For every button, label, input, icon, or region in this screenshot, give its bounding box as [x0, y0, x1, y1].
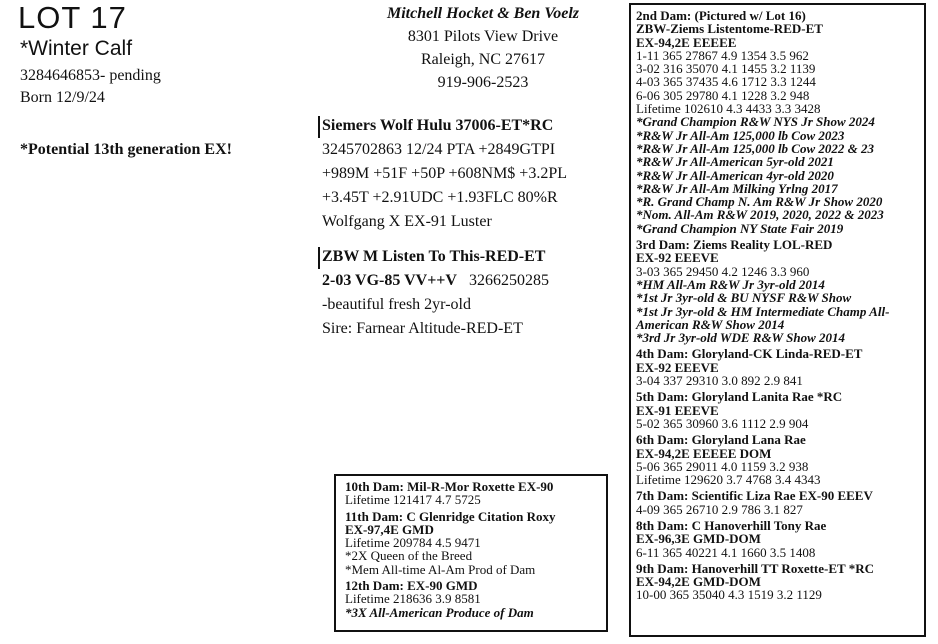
honor-line: *R&W Jr All-Am Milking Yrlng 2017 [636, 180, 838, 196]
pedigree-section [345, 579, 602, 619]
production-record: Lifetime 129620 3.7 4768 3.4 4343 [636, 472, 821, 488]
production-record: 5-06 365 29011 4.0 1159 3.2 938 [636, 458, 809, 474]
ancestor-heading: 8th Dam: C Hanoverhill Tony Rae [636, 517, 827, 533]
pedigree-section [636, 519, 920, 559]
dam-details [322, 293, 622, 341]
deep-pedigree-box [334, 474, 608, 632]
honor-line: *HM All-Am R&W Jr 3yr-old 2014 [636, 276, 825, 292]
production-record: Lifetime 218636 3.9 8581 [345, 591, 481, 607]
honor-line: *Nom. All-Am R&W 2019, 2020, 2022 & 2023 [636, 207, 884, 223]
consignor-address: 8301 Pilots View Drive [407, 28, 559, 45]
pedigree-section [636, 433, 920, 486]
lot-number: LOT 17 [18, 0, 127, 35]
lot-highlight-note: *Potential 13th generation EX! [20, 141, 232, 158]
honor-line: *3rd Jr 3yr-old WDE R&W Show 2014 [636, 330, 846, 346]
ancestor-heading: 7th Dam: Scientific Liza Rae EX-90 EEEV [636, 488, 873, 504]
ancestor-heading: 2nd Dam: (Pictured w/ Lot 16) [636, 8, 806, 23]
honor-line: *R&W Jr All-American 5yr-old 2021 [636, 154, 834, 170]
sire-details [322, 138, 622, 234]
honor-line: *3X All-American Produce of Dam [345, 604, 534, 620]
pedigree-section [636, 489, 920, 516]
ancestor-heading: 10th Dam: Mil-R-Mor Roxette EX-90 [345, 479, 554, 494]
dam-registration: 3266250285 [468, 272, 549, 289]
production-record: 3-03 365 29450 4.2 1246 3.3 960 [636, 263, 810, 279]
ancestor-heading: 12th Dam: EX-90 GMD [345, 578, 478, 594]
dam-detail-line: -beautiful fresh 2yr-old [322, 296, 471, 313]
ancestor-heading: ZBW-Ziems Listentome-RED-ET [636, 21, 823, 37]
pedigree-section [636, 390, 920, 430]
consignor-city: Raleigh, NC 27617 [421, 51, 545, 68]
ancestor-heading: EX-94,2E EEEEE DOM [636, 445, 772, 461]
honor-line: *R. Grand Champ N. Am R&W Jr Show 2020 [636, 194, 883, 210]
lot-class: *Winter Calf [20, 37, 133, 60]
sire-name: Siemers Wolf Hulu 37006-ET*RC [322, 117, 554, 134]
pedigree-section [636, 347, 920, 387]
ancestor-heading: EX-92 EEEVE [636, 359, 719, 375]
production-record: 6-06 305 29780 4.1 1228 3.2 948 [636, 87, 810, 103]
ancestor-heading: EX-97,4E GMD [345, 521, 434, 537]
sire-accent-bar [318, 116, 320, 138]
dam-score-line [322, 269, 622, 293]
dam-detail-line: Sire: Farnear Altitude-RED-ET [322, 320, 523, 337]
production-record: Lifetime 102610 4.3 4433 3.3 3428 [636, 101, 821, 117]
honor-line: *R&W Jr All-Am 125,000 lb Cow 2023 [636, 127, 845, 143]
ancestor-heading: 11th Dam: C Glenridge Citation Roxy [345, 508, 556, 524]
sire-detail-line: +989M +51F +50P +608NM$ +3.2PL [322, 165, 567, 182]
dam-accent-bar [318, 247, 320, 269]
ancestor-heading: 4th Dam: Gloryland-CK Linda-RED-ET [636, 346, 863, 362]
ancestor-heading: EX-94,2E GMD-DOM [636, 574, 761, 590]
honor-line: *1st Jr 3yr-old & HM Intermediate Champ All- [636, 303, 890, 319]
production-record: Lifetime 209784 4.5 9471 [345, 535, 481, 551]
pedigree-section [345, 480, 602, 507]
ancestor-heading: EX-91 EEEVE [636, 402, 719, 418]
sire-detail-line: 3245702863 12/24 PTA +2849GTPI [322, 141, 556, 158]
honor-line: *Grand Champion R&W NYS Jr Show 2024 [636, 114, 875, 130]
honor-line: *R&W Jr All-American 4yr-old 2020 [636, 167, 834, 183]
ancestor-heading: 9th Dam: Hanoverhill TT Roxette-ET *RC [636, 560, 874, 576]
sire-detail-line: Wolfgang X EX-91 Luster [322, 213, 492, 230]
production-record: Lifetime 121417 4.7 5725 [345, 492, 481, 508]
production-record: *2X Queen of the Breed [345, 548, 473, 564]
ancestor-heading: 3rd Dam: Ziems Reality LOL-RED [636, 237, 833, 253]
consignor-block [333, 2, 633, 94]
production-record: 3-04 337 29310 3.0 892 2.9 841 [636, 373, 803, 389]
production-record: 3-02 316 35070 4.1 1455 3.2 1139 [636, 61, 816, 77]
ancestor-heading: 6th Dam: Gloryland Lana Rae [636, 432, 806, 448]
honor-line: *Grand Champion NY State Fair 2019 [636, 220, 844, 236]
dam-block [322, 245, 622, 341]
maternal-pedigree-box [629, 3, 926, 637]
ancestor-heading: EX-92 EEEVE [636, 250, 719, 266]
pedigree-section [636, 562, 920, 602]
ancestor-heading: EX-94,2E EEEEE [636, 34, 737, 50]
ancestor-heading: 5th Dam: Gloryland Lanita Rae *RC [636, 389, 843, 405]
pedigree-section [345, 510, 602, 576]
sire-block [322, 114, 622, 234]
sire-detail-line: +3.45T +2.91UDC +1.93FLC 80%R [322, 189, 558, 206]
pedigree-section [636, 9, 920, 235]
dam-score: 2-03 VG-85 VV++V [322, 272, 457, 289]
production-record: 5-02 365 30960 3.6 1112 2.9 904 [636, 415, 809, 431]
honor-line: *1st Jr 3yr-old & BU NYSF R&W Show [636, 290, 852, 306]
honor-line: American R&W Show 2014 [636, 316, 785, 332]
ancestor-heading: EX-96,3E GMD-DOM [636, 531, 761, 547]
consignor-names: Mitchell Hocket & Ben Voelz [387, 5, 579, 22]
production-record: 4-09 365 26710 2.9 786 3.1 827 [636, 501, 803, 517]
production-record: *Mem All-time Al-Am Prod of Dam [345, 561, 536, 577]
production-record: 4-03 365 37435 4.6 1712 3.3 1244 [636, 74, 816, 90]
production-record: 1-11 365 27867 4.9 1354 3.5 962 [636, 47, 809, 63]
honor-line: *R&W Jr All-Am 125,000 lb Cow 2022 & 23 [636, 140, 875, 156]
production-record: 6-11 365 40221 4.1 1660 3.5 1408 [636, 544, 816, 560]
consignor-phone: 919-906-2523 [437, 74, 529, 91]
production-record: 10-00 365 35040 4.3 1519 3.2 1129 [636, 587, 822, 603]
registration-number: 3284646853- pending [20, 67, 161, 84]
birth-date: Born 12/9/24 [20, 89, 105, 106]
dam-name: ZBW M Listen To This-RED-ET [322, 248, 546, 265]
pedigree-section [636, 238, 920, 344]
